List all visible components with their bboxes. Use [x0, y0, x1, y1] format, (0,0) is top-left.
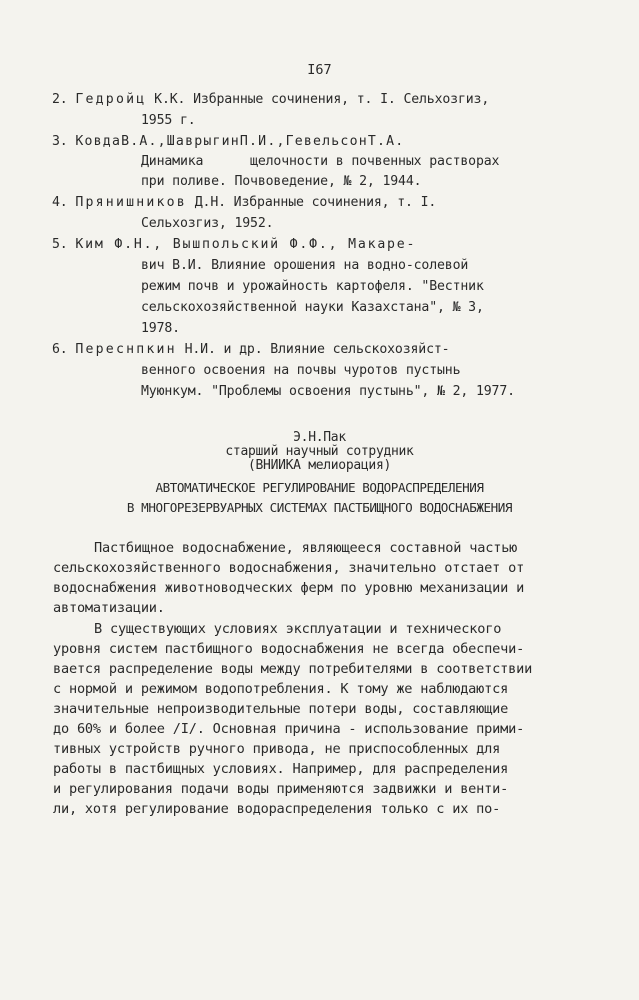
reference-text-line: при поливе. Почвоведение, № 2, 1944.: [141, 174, 422, 189]
reference-text-line: 1978.: [141, 321, 180, 336]
reference-text-line: Д.Н. Избранные сочинения, т. I.: [194, 195, 437, 210]
reference-6: [52, 342, 449, 357]
reference-3: [52, 134, 404, 149]
body-text-line: работы в пастбищных условиях. Например, для распределения: [53, 761, 509, 777]
author-name: Э.Н.Пак: [293, 430, 346, 445]
reference-text-line: 1955 г.: [141, 113, 196, 128]
reference-text-line: режим почв и урожайность картофеля. "Вестник: [141, 279, 484, 294]
reference-author: Прянишников: [75, 195, 187, 210]
page-number: I67: [307, 62, 332, 78]
body-text-line: Пастбищное водоснабжение, являющееся составной частью: [94, 540, 518, 556]
reference-text-line: К.К. Избранные сочинения, т. I. Сельхозгиз,: [154, 92, 490, 107]
body-text-line: уровня систем пастбищного водоснабжения не всегда обеспечи-: [53, 641, 525, 657]
article-title-line: В МНОГОРЕЗЕРВУАРНЫХ СИСТЕМАХ ПАСТБИЩНОГО ВОДОСНАБЖЕНИЯ: [126, 500, 513, 515]
reference-text-line: сельскохозяйственной науки Казахстана", № 3,: [141, 300, 484, 315]
reference-text-line: Н.И. и др. Влияние сельскохозяйст-: [184, 342, 450, 357]
reference-text-line: Муюнкум. "Проблемы освоения пустынь", № 2, 1977.: [141, 384, 515, 399]
article-title-line: АВТОМАТИЧЕСКОЕ РЕГУЛИРОВАНИЕ ВОДОРАСПРЕДЕЛЕНИЯ: [155, 480, 484, 495]
reference-number: 5.: [52, 237, 68, 252]
reference-author: Переснпкин: [75, 342, 177, 357]
body-text-line: В существующих условиях эксплуатации и технического: [94, 621, 502, 637]
body-text-line: водоснабжения животноводческих ферм по уровню механизации и: [53, 580, 525, 596]
reference-number: 3.: [52, 134, 68, 149]
body-text-line: автоматизации.: [53, 600, 165, 616]
reference-author: КовдаВ.А.,ШаврыгинП.И.,ГевельсонТ.А.: [75, 134, 405, 149]
reference-number: 4.: [52, 195, 68, 210]
reference-author: Ким Ф.Н., Вышпольский Ф.Ф., Макаре-: [75, 237, 417, 252]
reference-5: [52, 237, 416, 252]
body-text-line: с нормой и режимом водопотребления. К тому же наблюдаются: [53, 681, 509, 697]
author-position: старший научный сотрудник: [225, 444, 414, 459]
body-text-line: значительные непроизводительные потери воды, составляющие: [53, 701, 509, 717]
reference-2: [52, 92, 489, 107]
body-text-line: и регулирования подачи воды применяются задвижки и венти-: [53, 781, 509, 797]
reference-author: Гедройц: [75, 92, 147, 107]
author-institution: (ВНИИКА мелиорация): [247, 458, 391, 473]
reference-text-line: Динамика щелочности в почвенных растворах: [141, 154, 500, 169]
reference-number: 2.: [52, 92, 68, 107]
reference-text-line: венного освоения на почвы чуротов пустынь: [141, 363, 461, 378]
body-text-line: вается распределение воды между потребителями в соответствии: [53, 661, 533, 677]
reference-text-line: вич В.И. Влияние орошения на водно-солевой: [141, 258, 469, 273]
reference-number: 6.: [52, 342, 68, 357]
body-text-line: сельскохозяйственного водоснабжения, значительно отстает от: [53, 560, 525, 576]
reference-4: [52, 195, 436, 210]
body-text-line: ли, хотя регулирование водораспределения только с их по-: [53, 801, 501, 817]
reference-text-line: Сельхозгиз, 1952.: [141, 216, 274, 231]
body-text-line: до 60% и более /I/. Основная причина - использование прими-: [53, 721, 525, 737]
body-text-line: тивных устройств ручного привода, не приспособленных для: [53, 741, 501, 757]
